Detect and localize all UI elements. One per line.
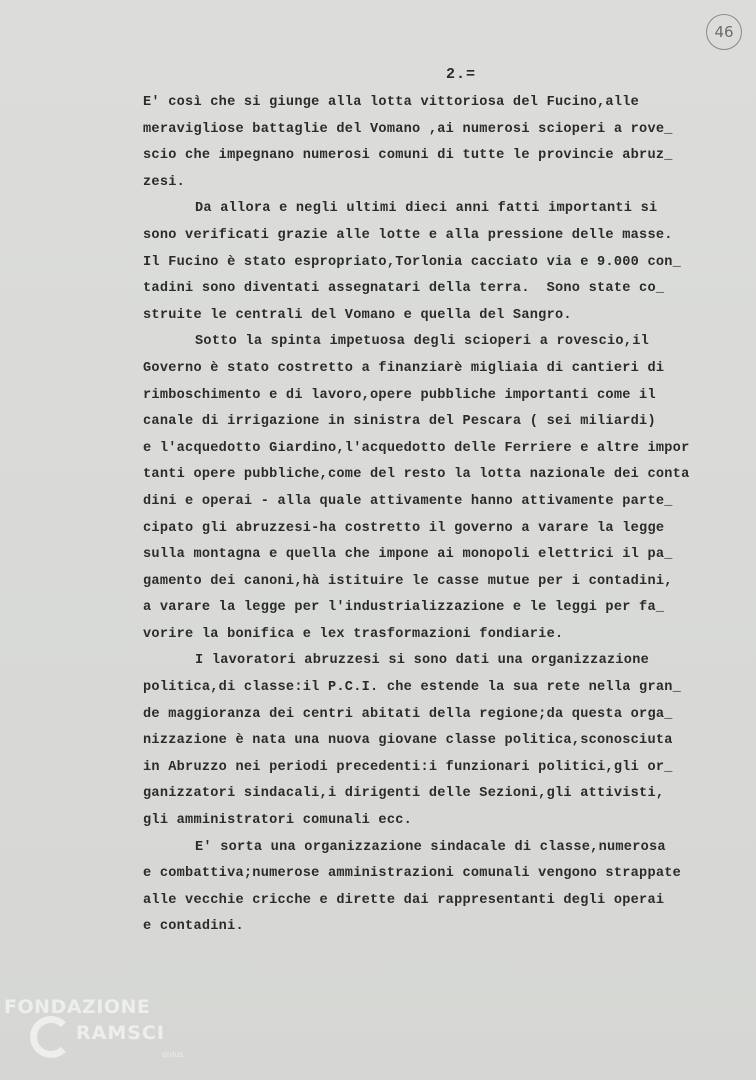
watermark-line-1: FONDAZIONE xyxy=(4,996,151,1018)
page-number: 2.= xyxy=(446,66,477,83)
archive-number: 46 xyxy=(714,23,734,41)
text-line: in Abruzzo nei periodi precedenti:i funzionari politici,gli or_ xyxy=(143,759,673,775)
text-line: alle vecchie cricche e dirette dai rappresentanti degli operai xyxy=(143,892,665,908)
text-line: cipato gli abruzzesi-ha costretto il governo a varare la legge xyxy=(143,520,665,536)
text-line: I lavoratori abruzzesi si sono dati una organizzazione xyxy=(195,653,650,669)
text-line: Il Fucino è stato espropriato,Torlonia cacciato via e 9.000 con_ xyxy=(143,254,682,270)
watermark-line-2: RAMSCI xyxy=(76,1022,165,1044)
watermark-g-logo-icon xyxy=(30,1016,72,1058)
paragraph xyxy=(143,90,743,196)
text-line: zesi. xyxy=(143,174,186,190)
text-line: e combattiva;numerose amministrazioni comunali vengono strappate xyxy=(143,866,682,882)
text-line: rimboschimento e di lavoro,opere pubbliche importanti come il xyxy=(143,387,656,403)
paragraph xyxy=(143,648,743,834)
text-line: tadini sono diventati assegnatari della terra. Sono state co_ xyxy=(143,281,665,297)
text-line: nizzazione è nata una nuova giovane classe politica,sconosciuta xyxy=(143,733,673,749)
text-line: sulla montagna e quella che impone ai monopoli elettrici il pa_ xyxy=(143,547,673,563)
text-line: canale di irrigazione in sinistra del Pescara ( sei miliardi) xyxy=(143,414,656,430)
text-line: de maggioranza dei centri abitati della regione;da questa orga_ xyxy=(143,706,673,722)
text-line: Da allora e negli ultimi dieci anni fatti importanti si xyxy=(195,201,658,217)
text-line: ganizzatori sindacali,i dirigenti delle Sezioni,gli attivisti, xyxy=(143,786,665,802)
text-line: sono verificati grazie alle lotte e alla pressione delle masse. xyxy=(143,227,673,243)
text-line: E' sorta una organizzazione sindacale di classe,numerosa xyxy=(195,839,666,855)
document-body xyxy=(143,90,743,941)
text-line: meravigliose battaglie del Vomano ,ai numerosi scioperi a rove_ xyxy=(143,121,673,137)
text-line: politica,di classe:il P.C.I. che estende la sua rete nella gran_ xyxy=(143,680,682,696)
paragraph xyxy=(143,196,743,329)
paragraph xyxy=(143,329,743,648)
text-line: gli amministratori comunali ecc. xyxy=(143,813,413,829)
text-line: tanti opere pubbliche,come del resto la lotta nazionale dei conta xyxy=(143,467,690,483)
text-line: scio che impegnano numerosi comuni di tutte le provincie abruz_ xyxy=(143,148,673,164)
text-line: Governo è stato costretto a finanziarè migliaia di cantieri di xyxy=(143,360,665,376)
text-line: a varare la legge per l'industrializzazione e le leggi per fa_ xyxy=(143,600,665,616)
text-line: E' così che si giunge alla lotta vittoriosa del Fucino,alle xyxy=(143,95,640,110)
text-line: vorire la bonifica e lex trasformazioni fondiarie. xyxy=(143,626,564,642)
watermark-line-3: onlus xyxy=(162,1050,184,1059)
text-line: struite le centrali del Vomano e quella del Sangro. xyxy=(143,307,572,323)
text-line: e l'acquedotto Giardino,l'acquedotto delle Ferriere e altre impor xyxy=(143,440,690,456)
fondazione-gramsci-watermark xyxy=(4,996,194,1076)
text-line: gamento dei canoni,hà istituire le casse mutue per i contadini, xyxy=(143,573,673,589)
text-line: Sotto la spinta impetuosa degli scioperi a rovescio,il xyxy=(195,334,650,350)
paragraph xyxy=(143,835,743,941)
text-line: dini e operai - alla quale attivamente hanno attivamente parte_ xyxy=(143,493,673,509)
text-line: e contadini. xyxy=(143,919,244,935)
archive-number-stamp xyxy=(706,14,742,50)
